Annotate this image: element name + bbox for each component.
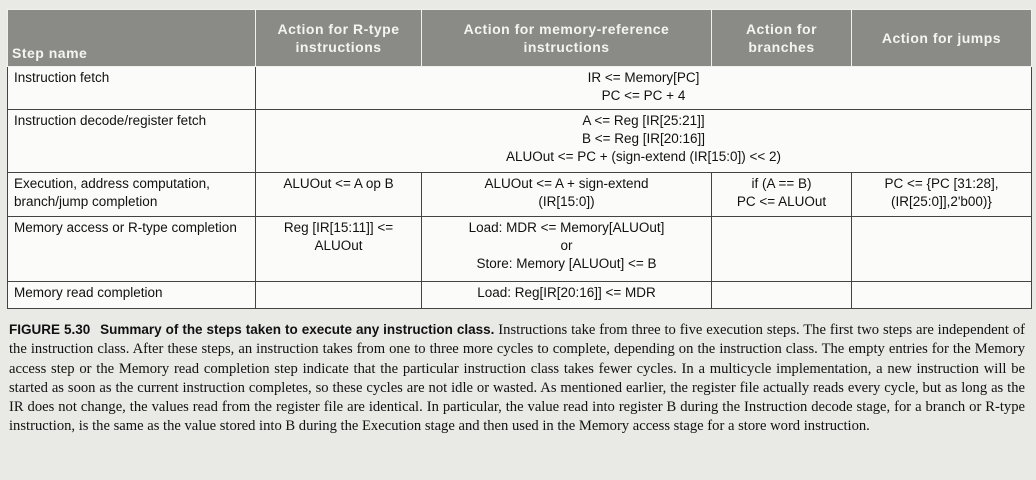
rtype-action-cell: ALUOut <= A op B	[256, 172, 422, 216]
empty-cell	[852, 281, 1032, 308]
empty-cell	[712, 216, 852, 281]
step-name-cell: Memory access or R-type completion	[8, 216, 256, 281]
jump-action-cell	[852, 172, 1032, 216]
step-name-cell: Execution, address computation, branch/jump completion	[8, 172, 256, 216]
action-line: (IR[15:0])	[538, 193, 595, 209]
memref-action-cell: Load: Reg[IR[20:16]] <= MDR	[422, 281, 712, 308]
figure-label: FIGURE 5.30	[9, 322, 91, 337]
action-line: A <= Reg [IR[25:21]]	[582, 112, 705, 128]
action-line: ALUOut	[314, 237, 363, 253]
action-line: Load: MDR <= Memory[ALUOut]	[468, 219, 665, 235]
figure-title: Summary of the steps taken to execute any instruction class.	[100, 322, 495, 337]
memref-action-cell	[422, 172, 712, 216]
branch-action-cell	[712, 172, 852, 216]
caption-body: Instructions take from three to five execution steps. The first two steps are independent of the instruction class. After these steps, an instruction takes from one to three more cycles to complete, depending on the instruction class. The empty entries for the Memory access step or the Memory read completion step indicate that the particular instruction class takes fewer cycles. In a multicycle implementation, a new instruction will be started as soon as the current instruction completes, so these cycles are not idle or wasted. As mentioned earlier, the register file actually reads every cycle, but as long as the IR does not change, the values read from the register file are identical. In particular, the value read into register B during the Instruction decode stage, for a branch or R-type instruction, is the same as the value stored into B during the Execution stage and then used in the Memory access stage for a store word instruction.	[9, 322, 1026, 435]
memref-action-cell	[422, 216, 712, 281]
step-name-cell: Instruction fetch	[8, 67, 256, 110]
rtype-action-cell	[256, 216, 422, 281]
empty-cell	[852, 216, 1032, 281]
header-step-name: Step name	[8, 10, 256, 67]
action-line: if (A == B)	[751, 175, 812, 191]
header-rtype: Action for R-type instructions	[256, 10, 422, 67]
header-memref: Action for memory-reference instructions	[422, 10, 712, 67]
row-instruction-decode	[8, 109, 1032, 172]
action-line: B <= Reg [IR[20:16]]	[581, 130, 706, 146]
action-line: IR <= Memory[PC]	[587, 70, 700, 85]
figure-caption	[9, 320, 1025, 437]
row-execution	[8, 172, 1032, 216]
action-line: PC <= PC + 4	[601, 88, 686, 103]
empty-cell	[256, 281, 422, 308]
action-line: Store: Memory [ALUOut] <= B	[476, 255, 657, 271]
row-memory-read	[8, 281, 1032, 308]
common-action-cell	[256, 67, 1032, 110]
step-name-cell: Memory read completion	[8, 281, 256, 308]
common-action-cell	[256, 109, 1032, 172]
action-line: ALUOut <= PC + (sign-extend (IR[15:0]) << 2)	[505, 148, 781, 164]
header-branches: Action for branches	[712, 10, 852, 67]
row-memory-access	[8, 216, 1032, 281]
header-row	[8, 10, 1032, 67]
action-line: ALUOut <= A + sign-extend	[484, 175, 649, 191]
step-name-cell: Instruction decode/register fetch	[8, 109, 256, 172]
row-instruction-fetch	[8, 67, 1032, 110]
action-line: PC <= ALUOut	[736, 193, 827, 209]
steps-table	[7, 9, 1032, 309]
action-line: Reg [IR[15:11]] <=	[283, 219, 394, 235]
action-line: (IR[25:0]],2'b00)}	[891, 193, 992, 209]
action-line: or	[560, 237, 573, 253]
empty-cell	[712, 281, 852, 308]
action-line: PC <= {PC [31:28],	[884, 175, 999, 191]
header-jumps: Action for jumps	[852, 10, 1032, 67]
